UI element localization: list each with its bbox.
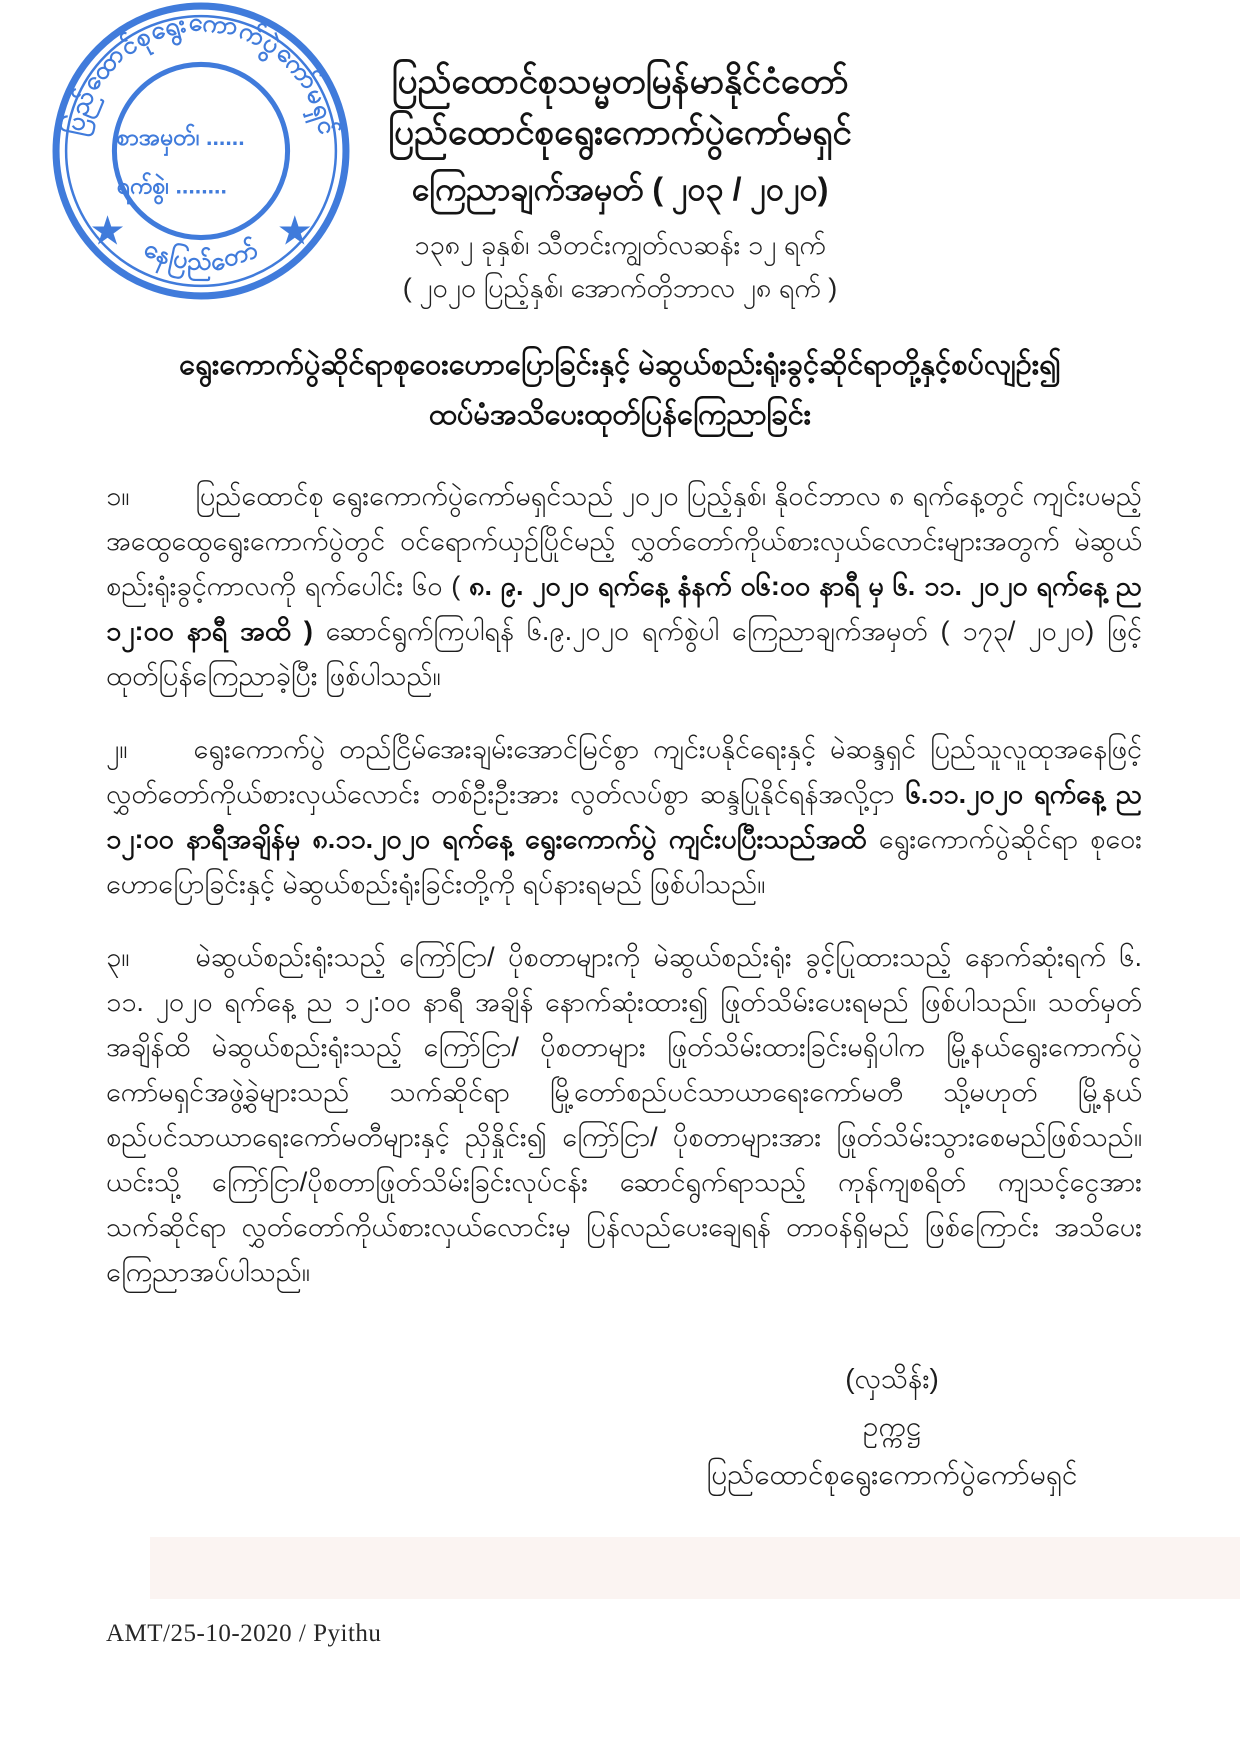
paragraph-text-bold: ၆.၁၁.၂၀၂၀ ရက်နေ့ ည ၁၂:ဝဝ နာရီအချိန်မှ ၈.၁၁.၂၀၂၀ ရက်နေ့ ရွေးကောက်ပွဲ ကျင်းပပြီးသည်အထိ	[106, 779, 1142, 854]
paragraph-text-bold: ၈. ၉. ၂၀၂၀ ရက်နေ့ နံနက် ဝ၆:ဝဝ နာရီ မှ ၆. ၁၁. ၂၀၂၀ ရက်နေ့ ည ၁၂:ဝဝ နာရီ အထိ )	[106, 571, 1142, 646]
paragraph-number: ၂။	[106, 734, 128, 764]
paragraph-text: မဲဆွယ်စည်းရုံးသည့် ကြော်ငြာ/ ပိုစတာများကို မဲဆွယ်စည်းရုံး ခွင့်ပြုထားသည့် နောက်ဆုံးရက် ၆. ၁၁. ၂၀၂၀ ရက်နေ့ ည ၁၂:၀၀ နာရီ အချိန် နောက်ဆုံးထား၍ ဖြုတ်သိမ်းပေးရမည် ဖြစ်ပါသည်။ သတ်မှတ်အချိန်ထိ မဲဆွယ်စည်းရုံးသည့် ကြော်ငြာ/ ပိုစတာများ ဖြုတ်သိမ်းထားခြင်းမရှိပါက မြို့နယ်ရွေးကောက်ပွဲကော်မရှင်အဖွဲ့ခွဲများသည် သက်ဆိုင်ရာ မြို့တော်စည်ပင်သာယာရေးကော်မတီ သို့မဟုတ် မြို့နယ်စည်ပင်သာယာရေးကော်မတီများနှင့် ညှိနှိုင်း၍ ကြော်ငြာ/ ပိုစတာများအား ဖြုတ်သိမ်းသွားစေမည်ဖြစ်သည်။ ယင်းသို့ ကြော်ငြာ/ပိုစတာဖြုတ်သိမ်းခြင်းလုပ်ငန်း ဆောင်ရွက်ရာသည့် ကုန်ကျစရိတ် ကျသင့်ငွေအား သက်ဆိုင်ရာ လွှတ်တော်ကိုယ်စားလှယ်လောင်းမှ ပြန်လည်ပေးချေရန် တာဝန်ရှိမည် ဖြစ်ကြောင်း အသိပေးကြေညာအပ်ပါသည်။	[106, 942, 1142, 1287]
paragraph-number: ၁။	[106, 481, 130, 511]
state-title: ပြည်ထောင်စုသမ္မတမြန်မာနိုင်ငံတော်	[391, 62, 849, 101]
paragraph	[106, 727, 1142, 907]
document-title	[70, 340, 1170, 440]
paragraph-text: ရွေးကောက်ပွဲဆိုင်ရာ စုဝေးဟောပြောခြင်းနှင့် မဲဆွယ်စည်းရုံးခြင်းတို့ကို ရပ်နားရမည် ဖြစ်ပါသည်။	[106, 824, 1142, 899]
document-paragraphs	[106, 474, 1142, 1295]
file-reference: AMT/25-10-2020 / Pyithu	[106, 1620, 382, 1647]
paragraph-text: ပြည်ထောင်စု ရွေးကောက်ပွဲကော်မရှင်သည် ၂၀၂၀ ပြည့်နှစ်၊ နိုဝင်ဘာလ ၈ ရက်နေ့တွင် ကျင်းပမည့် အထွေထွေရွေးကောက်ပွဲတွင် ဝင်ရောက်ယှဉ်ပြိုင်မည့် လွှတ်တော်ကိုယ်စားလှယ်လောင်းများအတွက် မဲဆွယ်စည်းရုံးခွင့်ကာလကို ရက်ပေါင်း ၆၀ (	[106, 481, 1142, 601]
paragraph-text: ဆောင်ရွက်ကြပါရန် ၆.၉.၂၀၂၀ ရက်စွဲပါ ကြေညာချက်အမှတ် ( ၁၇၃/ ၂၀၂၀) ဖြင့် ထုတ်ပြန်ကြေညာခဲ့ပြီး ဖြစ်ပါသည်။	[106, 616, 1142, 691]
signatory-organization: ပြည်ထောင်စုရွေးကောက်ပွဲကော်မရှင်	[706, 1459, 1078, 1490]
seal-inner-ring	[114, 64, 287, 237]
paragraph-number: ၃။	[106, 942, 130, 972]
seal-letter-number-label: စာအမှတ်၊ ......	[116, 123, 245, 150]
signature-block	[652, 1355, 1132, 1499]
seal-city-text: နေပြည်တော်	[139, 234, 263, 278]
seal-star-left-icon: ★	[89, 208, 126, 254]
announcement-number: ကြေညာချက်အမှတ် ( ၂၀၃ / ၂၀၂၀)	[411, 171, 829, 207]
paragraph	[106, 474, 1142, 699]
paragraph-text: ရွေးကောက်ပွဲ တည်ငြိမ်အေးချမ်းအောင်မြင်စွာ ကျင်းပနိုင်ရေးနှင့် မဲဆန္ဒရှင် ပြည်သူလူထုအနေဖြင့် လွှတ်တော်ကိုယ်စားလှယ်လောင်း တစ်ဦးဦးအား လွတ်လပ်စွာ ဆန္ဒပြုနိုင်ရန်အလို့ငှာ	[106, 734, 1142, 809]
official-seal-stamp	[50, 0, 352, 302]
commission-title: ပြည်ထောင်စုရွေးကောက်ပွဲကော်မရှင်	[388, 113, 852, 152]
myanmar-calendar-date: ၁၃၈၂ ခုနှစ်၊ သီတင်းကျွတ်လဆန်း ၁၂ ရက်	[414, 230, 826, 260]
signatory-title: ဥက္ကဋ္ဌ	[862, 1411, 922, 1442]
document-title-line1: ရွေးကောက်ပွဲဆိုင်ရာစုဝေးဟောပြောခြင်းနှင့် မဲဆွယ်စည်းရုံးခွင့်ဆိုင်ရာတို့နှင့်စပ်လျဉ်း၍	[179, 349, 1061, 381]
paragraph	[106, 935, 1142, 1295]
seal-ring-text: ပြည်ထောင်စုရွေးကောက်ပွဲကော်မရှင်	[60, 7, 342, 138]
seal-graphic	[50, 0, 352, 302]
seal-star-right-icon: ★	[276, 208, 313, 254]
scan-artifact-band	[150, 1537, 1240, 1599]
signatory-name: (လှသိန်း)	[845, 1363, 939, 1394]
seal-date-label: ရက်စွဲ၊ ........	[116, 172, 227, 199]
document-title-line2: ထပ်မံအသိပေးထုတ်ပြန်ကြေညာခြင်း	[428, 399, 812, 431]
gregorian-date: ( ၂၀၂၀ ပြည့်နှစ်၊ အောက်တိုဘာလ ၂၈ ရက် )	[402, 273, 838, 303]
